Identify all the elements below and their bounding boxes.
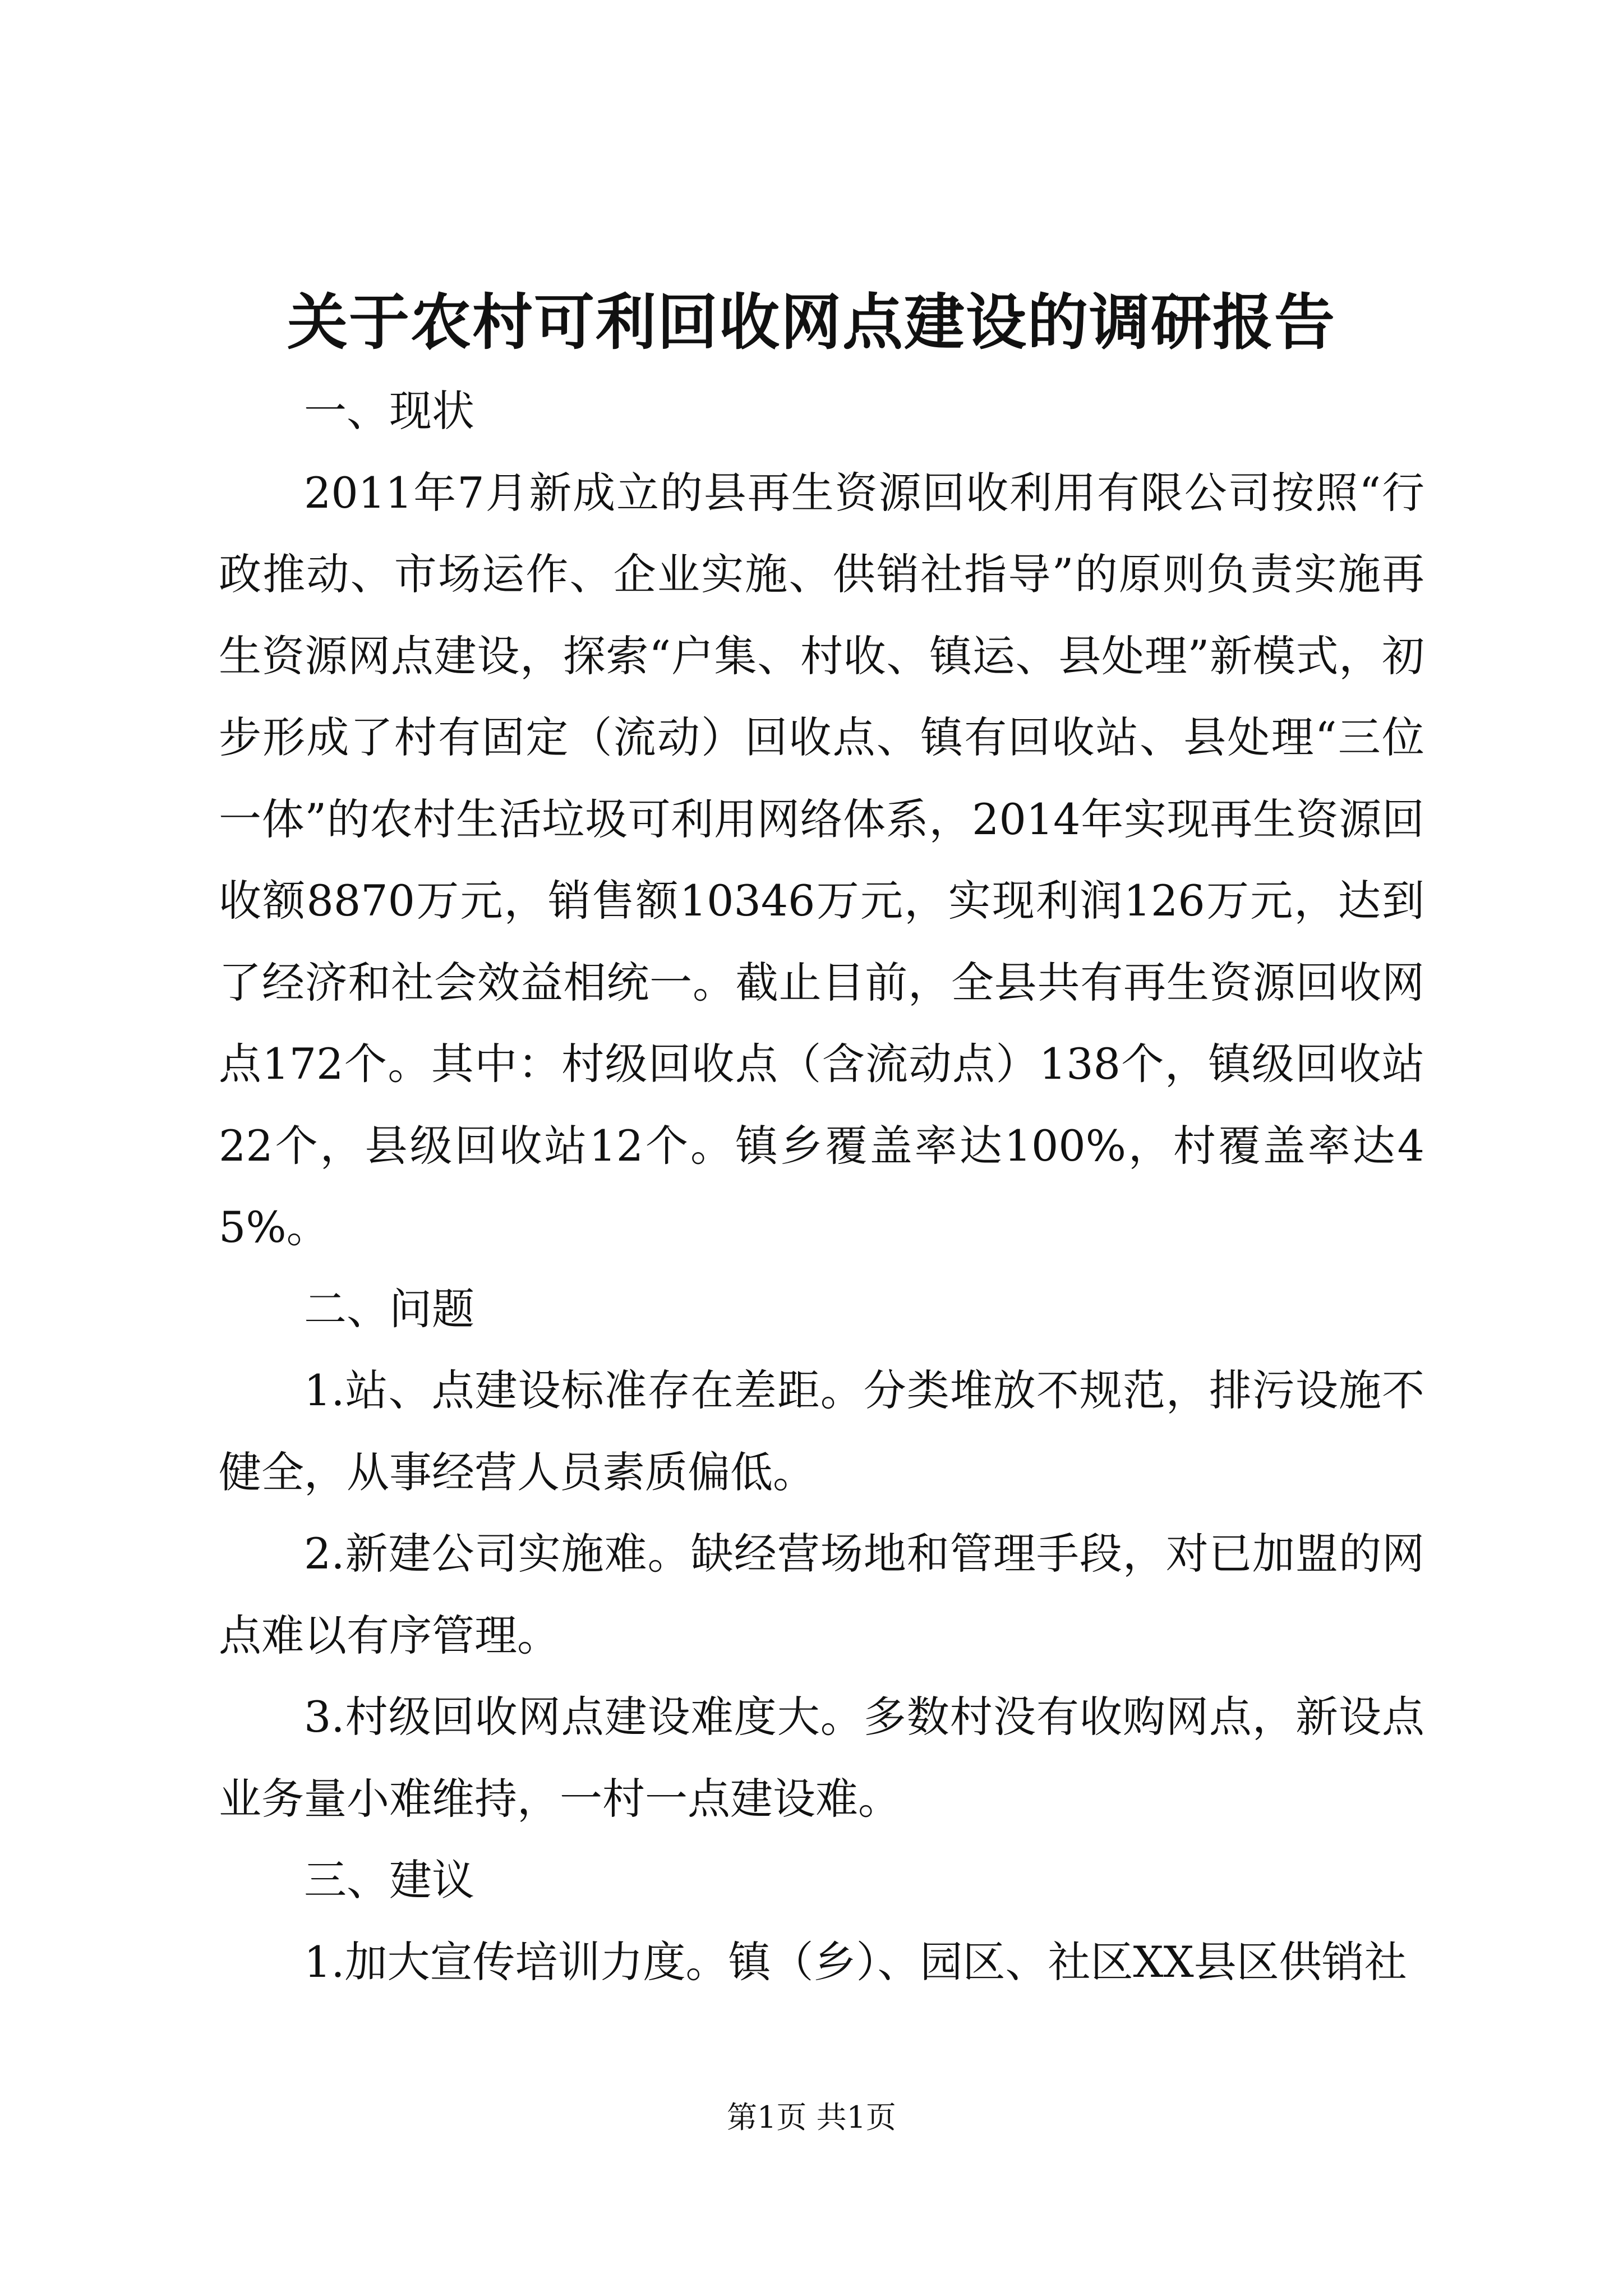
suggestion-paragraph-1: 1.加大宣传培训力度。镇（乡）、园区、社区XX县区供销社 [304, 1936, 1407, 1987]
page-footer: 第1页 共1页 [727, 2100, 896, 2135]
section-heading-suggestions: 三、建议 [304, 1855, 474, 1905]
document-body [219, 370, 1424, 2003]
problem-paragraph-2: 2.新建公司实施难。缺经营场地和管理手段，对已加盟的网点难以有序管理。 [219, 1529, 1424, 1660]
section-heading-status: 一、现状 [304, 386, 474, 436]
document-title: 关于农村可利回收网点建设的调研报告 [287, 287, 1336, 358]
problem-paragraph-1: 1.站、点建设标准存在差距。分类堆放不规范，排污设施不健全，从事经营人员素质偏低。 [219, 1365, 1424, 1497]
status-paragraph: 2011年7月新成立的县再生资源回收利用有限公司按照“行政推动、市场运作、企业实施、供销社指导”的原则负责实施再生资源网点建设，探索“户集、村收、镇运、县处理”新模式，初步形成了村有固定（流动）回收点、镇有回收站、县处理“三位一体”的农村生活垃圾可利用网络体系，2014年实现再生资源回收额8870万元，销售额10346万元，实现利润126万元，达到了经济和社会效益相统一。截止目前，全县共有再生资源回收网点172个。其中：村级回收点（含流动点）138个，镇级回收站22个，县级回收站12个。镇乡覆盖率达100%，村覆盖率达45%。 [219, 467, 1424, 1252]
section-heading-problems: 二、问题 [304, 1283, 474, 1334]
problem-paragraph-3: 3.村级回收网点建设难度大。多数村没有收购网点，新设点业务量小难维持，一村一点建设难。 [219, 1692, 1424, 1824]
